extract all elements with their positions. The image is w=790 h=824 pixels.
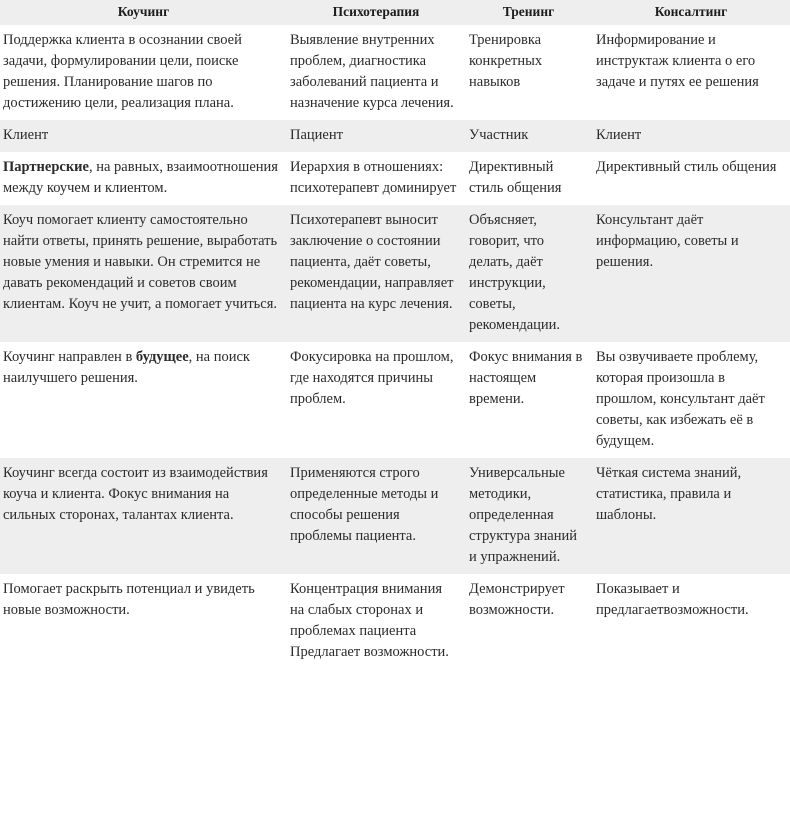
cell-text: , на поиск наилучшего решения. [3,349,250,386]
table-cell [465,342,592,458]
table-cell [0,25,287,120]
table-cell [465,458,592,574]
cell-text: Показывает и предлагаетвозможности. [596,581,749,618]
table-cell [592,574,790,669]
cell-text: Универсальные методики, определенная структура знаний и упражнений. [469,465,578,565]
table-cell [592,342,790,458]
table-cell [465,152,592,205]
table-cell [0,574,287,669]
table-row [0,25,790,120]
table-row [0,574,790,669]
table-row [0,458,790,574]
cell-text: Коучинг всегда состоит из взаимодействия коуча и клиента. Фокус внимания на сильных сторонах, талантах клиента. [3,465,268,523]
table-cell [287,25,465,120]
cell-text: Вы озвучиваете проблему, которая произошла в прошлом, консультант даёт советы, как избежать её в будущем. [596,349,765,449]
column-header-training: Тренинг [465,0,592,25]
table-cell [465,120,592,152]
table-cell [0,205,287,342]
table-cell [0,120,287,152]
cell-text: Клиент [596,127,642,143]
column-header-psychotherapy: Психотерапия [287,0,465,25]
table-row [0,120,790,152]
cell-text: Директивный стиль общения [469,159,562,196]
table-cell [287,574,465,669]
cell-text: Поддержка клиента в осознании своей задачи, формулировании цели, поиске решения. Планирование шагов по достижению цели, реализация плана. [3,32,242,111]
column-header-consulting: Консалтинг [592,0,790,25]
table-row [0,152,790,205]
table-cell [0,152,287,205]
cell-text: Чёткая система знаний, статистика, правила и шаблоны. [596,465,742,523]
table-cell [465,25,592,120]
table-cell [465,205,592,342]
cell-text: Информирование и инструктаж клиента о его задаче и путях ее решения [596,32,759,90]
table-cell [592,25,790,120]
table-row [0,342,790,458]
cell-text: Директивный стиль общения [596,159,777,175]
cell-text: Концентрация внимания на слабых сторонах и проблемах пациента Предлагает возможности. [290,581,449,660]
cell-text: Иерархия в отношениях: психотерапевт доминирует [290,159,457,196]
table-cell [592,458,790,574]
header-row [0,0,790,25]
table-row [0,205,790,342]
cell-text: Коучинг направлен в [3,349,136,365]
table-cell [592,120,790,152]
cell-text: Участник [469,127,529,143]
table-cell [592,152,790,205]
cell-text: Пациент [290,127,343,143]
table-cell [0,342,287,458]
cell-text: Выявление внутренних проблем, диагностика заболеваний пациента и назначение курса лечения. [290,32,454,111]
table-body [0,25,790,669]
table-cell [287,152,465,205]
emphasis-text: Партнерские [3,159,89,175]
cell-text: Объясняет, говорит, что делать, даёт инструкции, советы, рекомендации. [469,212,561,333]
table-cell [287,458,465,574]
emphasis-text: будущее [135,349,189,365]
table-cell [592,205,790,342]
cell-text: Тренировка конкретных навыков [469,32,543,90]
cell-text: Консультант даёт информацию, советы и решения. [596,212,739,270]
table-cell [287,120,465,152]
table-header [0,0,790,25]
table-cell [287,342,465,458]
cell-text: Помогает раскрыть потенциал и увидеть новые возможности. [3,581,255,618]
cell-text: Демонстрирует возможности. [469,581,565,618]
cell-text: Коуч помогает клиенту самостоятельно найти ответы, принять решение, выработать новые умения и навыки. Он стремится не давать рекомендаций и советов своим клиентам. Коуч не учит, а помогает учиться. [3,212,278,312]
cell-text: , на равных, взаимоотношения между коучем и клиентом. [3,159,278,196]
column-header-coaching: Коучинг [0,0,287,25]
cell-text: Клиент [3,127,49,143]
table-cell [287,205,465,342]
cell-text: Фокусировка на прошлом, где находятся причины проблем. [290,349,454,407]
cell-text: Фокус внимания в настоящем времени. [469,349,583,407]
cell-text: Психотерапевт выносит заключение о состоянии пациента, даёт советы, рекомендации, направляет пациента на курс лечения. [290,212,454,312]
cell-text: Применяются строго определенные методы и способы решения проблемы пациента. [290,465,439,544]
table-cell [465,574,592,669]
table-cell [0,458,287,574]
